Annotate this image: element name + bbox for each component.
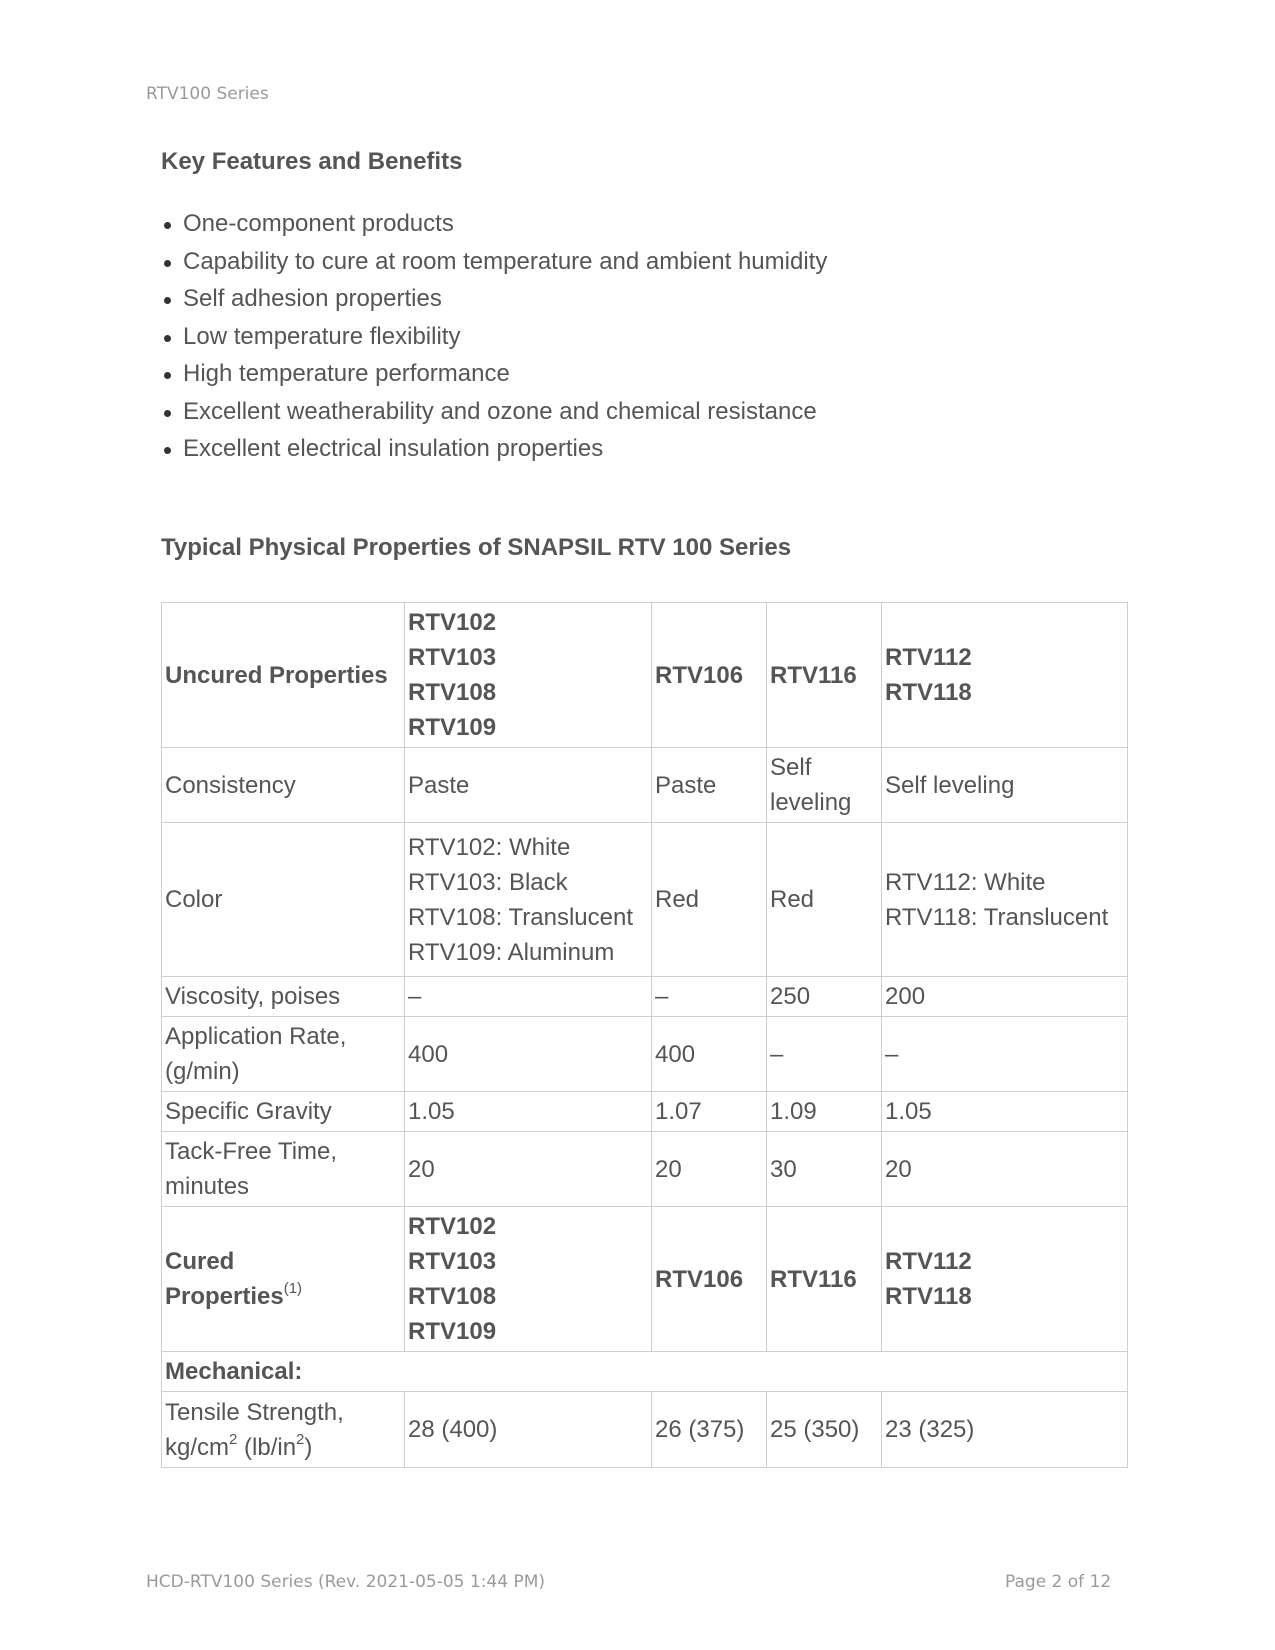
feature-item: Low temperature flexibility [161, 323, 827, 361]
header-cell-group1: RTV102 RTV103 RTV108 RTV109 [405, 1207, 652, 1352]
row-label: Tensile Strength, $kg/cm^2$ $(lb/in^2)$ [162, 1392, 405, 1468]
footer-document-id: HCD-RTV100 Series (Rev. 2021-05-05 1:44 PM) [146, 1572, 546, 1592]
properties-table [161, 602, 1128, 1468]
table-cell: – [767, 1017, 882, 1092]
table-cell: 1.05 [405, 1092, 652, 1132]
table-row-specific-gravity [162, 1092, 1128, 1132]
table-cell: Paste [652, 748, 767, 823]
features-list [161, 210, 827, 473]
table-cell: 30 [767, 1132, 882, 1207]
row-label: Viscosity, poises [162, 977, 405, 1017]
table-cell: Red [652, 823, 767, 977]
table-cell: 20 [882, 1132, 1128, 1207]
table-cell: 1.07 [652, 1092, 767, 1132]
table-row-mechanical [162, 1352, 1128, 1392]
table-cell: 1.05 [882, 1092, 1128, 1132]
table-cell: RTV112: White RTV118: Translucent [882, 823, 1128, 977]
table-row-color [162, 823, 1128, 977]
table-row-cured-header [162, 1207, 1128, 1352]
bullet-icon [164, 260, 171, 267]
row-label: Color [162, 823, 405, 977]
feature-item: Excellent weatherability and ozone and chemical resistance [161, 398, 827, 436]
header-cell-rtv116: RTV116 [767, 1207, 882, 1352]
bullet-icon [164, 372, 171, 379]
features-heading: Key Features and Benefits [161, 148, 463, 175]
table-cell: – [882, 1017, 1128, 1092]
table-cell: 20 [405, 1132, 652, 1207]
header-cell-group4: RTV112 RTV118 [882, 1207, 1128, 1352]
header-cell-rtv106: RTV106 [652, 603, 767, 748]
table-cell: 400 [652, 1017, 767, 1092]
feature-item: High temperature performance [161, 360, 827, 398]
header-cell-group1: RTV102 RTV103 RTV108 RTV109 [405, 603, 652, 748]
table-row-tensile-strength [162, 1392, 1128, 1468]
table-cell: Red [767, 823, 882, 977]
cured-properties-label: Cured Properties$^{(1)}$ [162, 1207, 405, 1352]
feature-item: Capability to cure at room temperature and ambient humidity [161, 248, 827, 286]
feature-item: Self adhesion properties [161, 285, 827, 323]
row-label: Consistency [162, 748, 405, 823]
row-label: Application Rate, (g/min) [162, 1017, 405, 1092]
footnote-marker: (1) [283, 1280, 303, 1297]
header-cell-group4: RTV112 RTV118 [882, 603, 1128, 748]
bullet-icon [164, 447, 171, 454]
table-cell: Self leveling [767, 748, 882, 823]
bullet-icon [164, 410, 171, 417]
row-label: Specific Gravity [162, 1092, 405, 1132]
bullet-icon [164, 222, 171, 229]
table-row-uncured-header [162, 603, 1128, 748]
table-cell: 400 [405, 1017, 652, 1092]
row-label: Tack-Free Time, minutes [162, 1132, 405, 1207]
table-row-tack-free-time [162, 1132, 1128, 1207]
table-row-application-rate [162, 1017, 1128, 1092]
table-cell: 23 (325) [882, 1392, 1128, 1468]
table-cell: Paste [405, 748, 652, 823]
header-cell-rtv116: RTV116 [767, 603, 882, 748]
bullet-icon [164, 297, 171, 304]
table-cell: RTV102: White RTV103: Black RTV108: Translucent RTV109: Aluminum [405, 823, 652, 977]
table-cell: 20 [652, 1132, 767, 1207]
table-cell: Self leveling [882, 748, 1128, 823]
table-cell: 28 (400) [405, 1392, 652, 1468]
mechanical-section-label: Mechanical: [162, 1352, 1128, 1392]
table-row-viscosity [162, 977, 1128, 1017]
table-heading: Typical Physical Properties of SNAPSIL RTV 100 Series [161, 534, 792, 561]
header-cell-rtv106: RTV106 [652, 1207, 767, 1352]
uncured-properties-label: Uncured Properties [162, 603, 405, 748]
running-header: RTV100 Series [146, 84, 269, 104]
bullet-icon [164, 335, 171, 342]
table-cell: – [652, 977, 767, 1017]
table-cell: 1.09 [767, 1092, 882, 1132]
feature-item: One-component products [161, 210, 827, 248]
table-cell: 25 (350) [767, 1392, 882, 1468]
footer-page-number: Page 2 of 12 [1005, 1572, 1112, 1592]
table-cell: 200 [882, 977, 1128, 1017]
table-cell: 26 (375) [652, 1392, 767, 1468]
table-cell: – [405, 977, 652, 1017]
table-row-consistency [162, 748, 1128, 823]
table-cell: 250 [767, 977, 882, 1017]
feature-item: Excellent electrical insulation properties [161, 435, 827, 473]
